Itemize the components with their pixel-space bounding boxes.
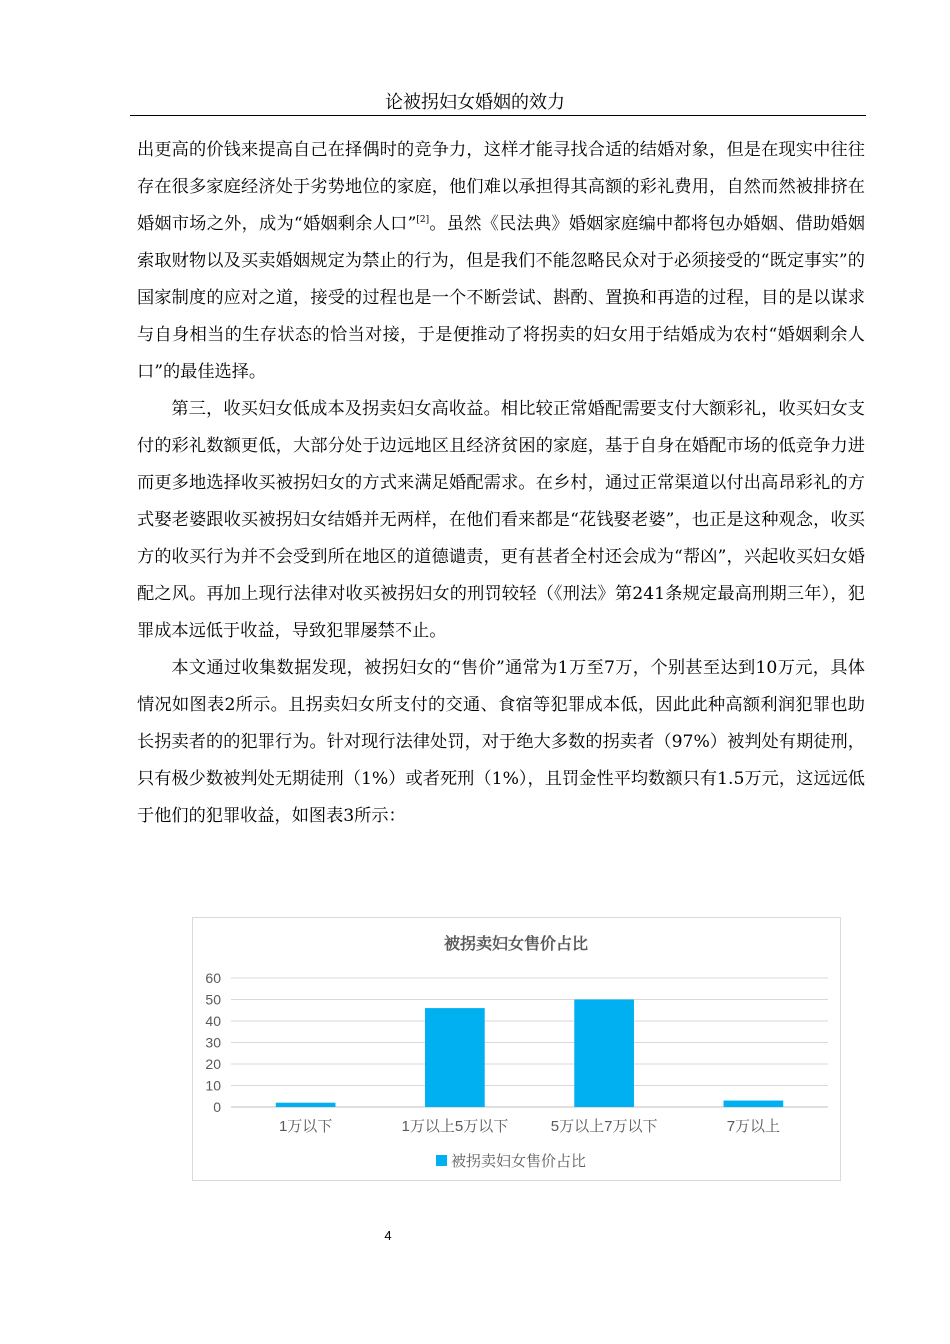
- y-tick-label: 10: [205, 1077, 221, 1094]
- page-number: 4: [384, 1228, 392, 1243]
- y-tick-label: 40: [205, 1013, 221, 1029]
- paragraph-1-text-cont: 。虽然《民法典》婚姻家庭编中都将包办婚姻、借助婚姻索取财物以及买卖婚姻规定为禁止的行为，但是我们不能忽略民众对于必须接受的“既定事实”的国家制度的应对之道，接受的过程也是一个不断尝试、斟酌、置换和再造的过程，目的是以谋求与自身相当的生存状态的恰当对接，于是便推动了将拐卖的妇女用于结婚成为农村“婚姻剩余人口”的最佳选择。: [137, 214, 865, 382]
- x-tick-label: 5万以上7万以下: [550, 1118, 658, 1135]
- y-tick-label: 30: [205, 1034, 221, 1051]
- legend-swatch: [436, 1155, 447, 1166]
- bar: [724, 1101, 784, 1107]
- legend-label: 被拐卖妇女售价占比: [451, 1153, 587, 1170]
- paragraph-2: 第三，收买妇女低成本及拐卖妇女高收益。相比较正常婚配需要支付大额彩礼，收买妇女支付的彩礼数额更低，大部分处于边远地区且经济贫困的家庭，基于自身在婚配市场的低竞争力进而更多地选择收买被拐妇女的方式来满足婚配需求。在乡村，通过正常渠道以付出高昂彩礼的方式娶老婆跟收买被拐妇女结婚并无两样，在他们看来都是“花钱娶老婆”，也正是这种观念，收买方的收买行为并不会受到所在地区的道德谴责，更有甚者全村还会成为“帮凶”，兴起收买妇女婚配之风。再加上现行法律对收买被拐妇女的刑罚较轻（《刑法》第241条规定最高刑期三年），犯罪成本远低于收益，导致犯罪屡禁不止。: [137, 399, 865, 641]
- x-tick-label: 1万以上5万以下: [401, 1118, 509, 1135]
- y-tick-label: 60: [205, 970, 221, 986]
- header-rule: [130, 115, 866, 116]
- bar: [574, 1000, 634, 1108]
- bar: [276, 1103, 336, 1107]
- y-tick-label: 0: [213, 1099, 221, 1115]
- paragraph-1-text: 出更高的价钱来提高自己在择偶时的竞争力，这样才能寻找合适的结婚对象，但是在现实中往往存在很多家庭经济处于劣势地位的家庭，他们难以承担得其高额的彩礼费用，自然而然被排挤在婚姻市场之外，成为“婚姻剩余人口”: [137, 140, 865, 234]
- y-tick-label: 50: [205, 991, 221, 1008]
- x-tick-label: 1万以下: [278, 1118, 333, 1135]
- chart-title: 被拐卖妇女售价占比: [443, 936, 589, 953]
- y-tick-label: 20: [205, 1056, 221, 1072]
- running-header-title: 论被拐妇女婚姻的效力: [385, 92, 565, 113]
- body-text: [137, 132, 865, 835]
- price-chart: [192, 917, 841, 1181]
- paragraph-1: [137, 132, 865, 391]
- citation-mark: [2]: [416, 215, 430, 225]
- price-chart-svg: [193, 918, 840, 1180]
- bar: [425, 1008, 485, 1107]
- x-tick-label: 7万以上: [726, 1118, 781, 1135]
- paragraph-3: 本文通过收集数据发现，被拐妇女的“售价”通常为1万至7万，个别甚至达到10万元，具体情况如图表2所示。且拐卖妇女所支付的交通、食宿等犯罪成本低，因此此种高额利润犯罪也助长拐卖者的的犯罪行为。针对现行法律处罚，对于绝大多数的拐卖者（97%）被判处有期徒刑，只有极少数被判处无期徒刑（1%）或者死刑（1%），且罚金性平均数额只有1.5万元，这远远低于他们的犯罪收益，如图表3所示：: [137, 658, 865, 826]
